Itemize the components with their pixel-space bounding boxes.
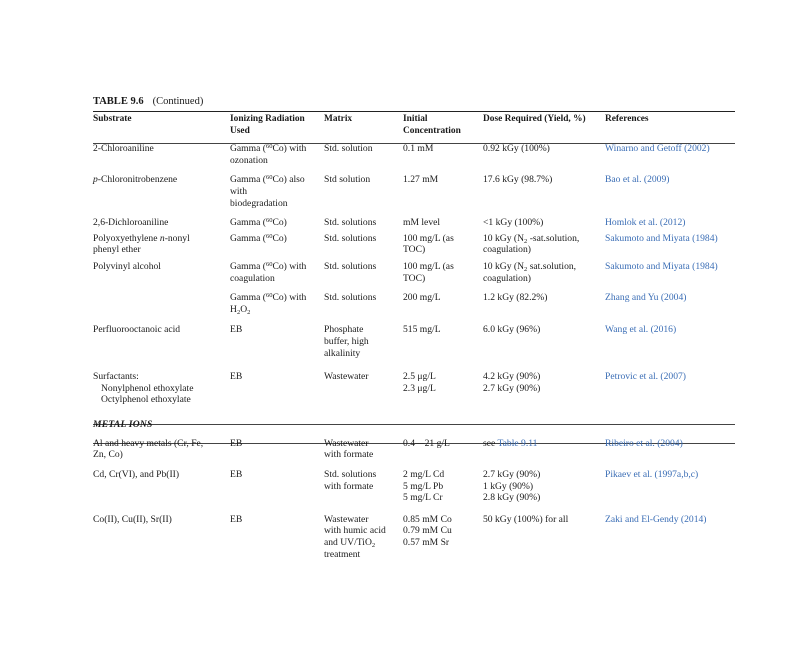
table-row [93, 434, 735, 461]
header-matrix: Matrix [324, 114, 353, 124]
cell-matrix: Std. solution [324, 143, 373, 155]
cell-substrate: Polyvinyl alcohol [93, 260, 161, 272]
cell-dose: <1 kGy (100%) [483, 217, 544, 229]
cell-concentration: 1.27 mM [403, 174, 439, 186]
cell-matrix: Std. solutions [324, 232, 377, 244]
cell-substrate: Perfluorooctanoic acid [93, 324, 181, 336]
table-row [93, 209, 735, 229]
table-row [93, 284, 735, 315]
cell-radiation: Gamma ($^{60}$Co) with ozonation [230, 143, 307, 166]
cell-matrix: Std solution [324, 174, 371, 186]
cell-concentration: 2 mg/L Cd 5 mg/L Pb 5 mg/L Cr [403, 469, 445, 504]
header-references: References [605, 114, 649, 124]
cell-substrate: 2-Chloroaniline [93, 143, 154, 155]
cell-dose: 10 kGy ($N_2$ -sat.solution, coagulation) [483, 232, 580, 256]
cell-reference[interactable]: Sakumoto and Miyata (1984) [605, 260, 718, 272]
cell-radiation: Gamma ($^{60}$Co) [230, 232, 287, 244]
cell-radiation: Gamma ($^{60}$Co) with $H_2O_2$ [230, 292, 307, 316]
table-caption [93, 96, 203, 107]
cell-dose: 1.2 kGy (82.2%) [483, 292, 548, 304]
cell-reference[interactable]: Sakumoto and Miyata (1984) [605, 232, 718, 244]
cell-matrix: Wastewater with formate [324, 437, 374, 461]
cell-substrate: Surfactants: Nonylphenol ethoxylate Octylphenol ethoxylate [93, 371, 194, 406]
cell-substrate: 2,6-Dichloroaniline [93, 217, 169, 229]
cell-concentration: 0.1 mM [403, 143, 434, 155]
cell-reference[interactable]: Bao et al. (2009) [605, 174, 670, 186]
cell-substrate [93, 284, 230, 315]
cell-concentration: mM level [403, 217, 441, 229]
table-row [93, 461, 735, 504]
data-table [93, 114, 735, 560]
cell-substrate: Cd, Cr(VI), and Pb(II) [93, 469, 180, 481]
cell-radiation: EB [230, 324, 243, 336]
top-rule [93, 111, 735, 112]
cell-reference[interactable]: Winarno and Getoff (2002) [605, 143, 710, 155]
cell-concentration: 0.85 mM Co 0.79 mM Cu 0.57 mM Sr [403, 513, 452, 549]
cell-matrix: Wastewater [324, 371, 369, 383]
cell-concentration: 100 mg/L (as TOC) [403, 260, 454, 284]
cell-dose: 17.6 kGy (98.7%) [483, 174, 553, 186]
header-substrate: Substrate [93, 114, 132, 124]
cell-radiation: Gamma ($^{60}$Co) also with biodegradation [230, 174, 305, 209]
table-row [93, 229, 735, 256]
header-concentration: Initial Concentration [403, 114, 461, 136]
section-metal-ions [93, 406, 735, 434]
table-row [93, 359, 735, 406]
cell-matrix: Std. solutions [324, 292, 377, 304]
cell-concentration: 200 mg/L [403, 292, 441, 304]
section-title: METAL IONS [93, 418, 153, 430]
cell-matrix: Std. solutions [324, 260, 377, 272]
cell-matrix: Wastewater with humic acid and UV/TiO$_2$ treatment [324, 513, 386, 560]
cell-radiation: EB [230, 469, 243, 481]
cell-dose: see Table 9.11 [483, 437, 538, 449]
cell-dose: 2.7 kGy (90%) 1 kGy (90%) 2.8 kGy (90%) [483, 469, 541, 504]
cell-reference[interactable]: Homlok et al. (2012) [605, 217, 686, 229]
cell-reference[interactable]: Ribeiro et al. (2004) [605, 437, 683, 449]
cell-dose: 4.2 kGy (90%) 2.7 kGy (90%) [483, 371, 541, 394]
table-row [93, 137, 735, 166]
table-row [93, 166, 735, 209]
table-continued-note: (Continued) [152, 96, 204, 107]
table-row [93, 504, 735, 560]
cell-concentration: 2.5 μg/L 2.3 μg/L [403, 371, 436, 394]
cell-radiation: EB [230, 437, 243, 449]
cell-reference[interactable]: Zhang and Yu (2004) [605, 292, 687, 304]
cell-reference[interactable]: Wang et al. (2016) [605, 324, 677, 336]
cell-reference[interactable]: Petrovic et al. (2007) [605, 371, 686, 383]
cell-reference[interactable]: Pikaev et al. (1997a,b,c) [605, 469, 699, 481]
cell-reference[interactable]: Zaki and El-Gendy (2014) [605, 513, 707, 525]
cell-radiation: EB [230, 371, 243, 383]
table-header-row [93, 114, 735, 137]
cell-radiation: Gamma ($^{60}$Co) [230, 217, 287, 229]
cell-dose: 10 kGy ($N_2$ sat.solution, coagulation) [483, 260, 577, 284]
header-radiation: Ionizing Radiation Used [230, 114, 305, 136]
cell-dose: 6.0 kGy (96%) [483, 324, 541, 336]
cell-dose: 0.92 kGy (100%) [483, 143, 550, 155]
cell-matrix: Std. solutions [324, 217, 377, 229]
cell-matrix: Phosphate buffer, high alkalinity [324, 324, 369, 359]
cell-concentration: 0.4—21 g/L [403, 437, 450, 449]
cell-radiation: Gamma ($^{60}$Co) with coagulation [230, 260, 307, 284]
metal-table-body [93, 434, 735, 560]
cell-substrate: Polyoxyethylene n-nonyl phenyl ether [93, 232, 190, 256]
cell-substrate: Co(II), Cu(II), Sr(II) [93, 513, 172, 525]
cell-concentration: 515 mg/L [403, 324, 441, 336]
table-row [93, 256, 735, 284]
table-body [93, 137, 735, 406]
cell-radiation: EB [230, 513, 243, 525]
header-dose: Dose Required (Yield, %) [483, 114, 586, 124]
cell-dose: 50 kGy (100%) for all [483, 513, 569, 525]
cell-substrate: p-Chloronitrobenzene [93, 174, 178, 186]
cell-substrate: Al and heavy metals (Cr, Fe, Zn, Co) [93, 437, 204, 461]
section-heading-row [93, 415, 735, 434]
cell-matrix: Std. solutions with formate [324, 469, 377, 492]
table-number: TABLE 9.6 [93, 96, 144, 107]
table-row [93, 315, 735, 359]
cell-concentration: 100 mg/L (as TOC) [403, 232, 454, 256]
